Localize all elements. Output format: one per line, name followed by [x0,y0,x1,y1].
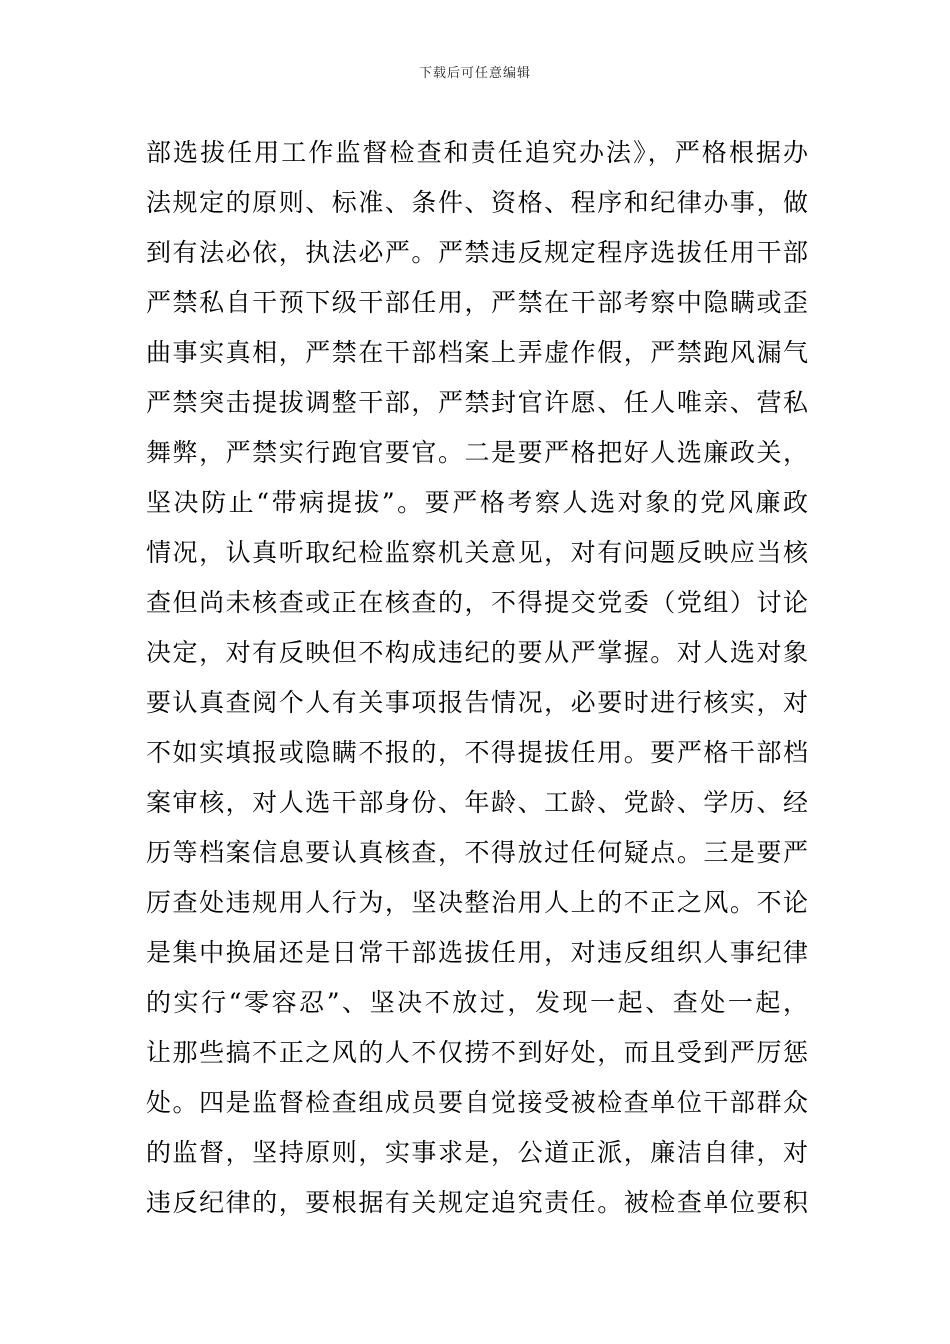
page-header: 下载后可任意编辑 [418,66,531,81]
text-line: 法规定的原则、标准、条件、资格、程序和纪律办事，做 [146,188,808,217]
text-line: 案审核，对人选干部身份、年龄、工龄、党龄、学历、经 [146,788,808,817]
text-line: 厉查处违规用人行为，坚决整治用人上的不正之风。不论 [146,888,808,917]
text-line: 部选拔任用工作监督检查和责任追究办法》，严格根据办 [146,138,808,167]
text-line: 到有法必依，执法必严。严禁违反规定程序选拔任用干部 [146,238,808,267]
text-line: 情况，认真听取纪检监察机关意见，对有问题反映应当核 [146,538,808,567]
text-line: 违反纪律的，要根据有关规定追究责任。被检查单位要积 [146,1188,808,1217]
text-line: 处。四是监督检查组成员要自觉接受被检查单位干部群众 [146,1088,808,1117]
text-line: 历等档案信息要认真核查，不得放过任何疑点。三是要严 [146,838,808,867]
text-line: 严禁突击提拔调整干部，严禁封官许愿、任人唯亲、营私 [146,388,808,417]
text-line: 曲事实真相，严禁在干部档案上弄虚作假，严禁跑风漏气 [146,338,808,367]
text-line: 坚决防止“带病提拔”。要严格考察人选对象的党风廉政 [146,488,808,517]
text-line: 舞弊，严禁实行跑官要官。二是要严格把好人选廉政关， [146,438,808,467]
text-line: 的监督，坚持原则，实事求是，公道正派，廉洁自律，对 [146,1138,808,1167]
text-line: 决定，对有反映但不构成违纪的要从严掌握。对人选对象 [146,638,808,667]
body-text [146,128,808,1228]
text-line: 的实行“零容忍”、坚决不放过，发现一起、查处一起， [146,988,808,1017]
text-line: 是集中换届还是日常干部选拔任用，对违反组织人事纪律 [146,938,808,967]
text-line: 严禁私自干预下级干部任用，严禁在干部考察中隐瞒或歪 [146,288,808,317]
text-line: 查但尚未核查或正在核查的，不得提交党委（党组）讨论 [146,588,808,617]
text-line: 让那些搞不正之风的人不仅捞不到好处，而且受到严厉惩 [146,1038,808,1067]
text-line: 不如实填报或隐瞒不报的，不得提拔任用。要严格干部档 [146,738,808,767]
text-line: 要认真查阅个人有关事项报告情况，必要时进行核实，对 [146,688,808,717]
